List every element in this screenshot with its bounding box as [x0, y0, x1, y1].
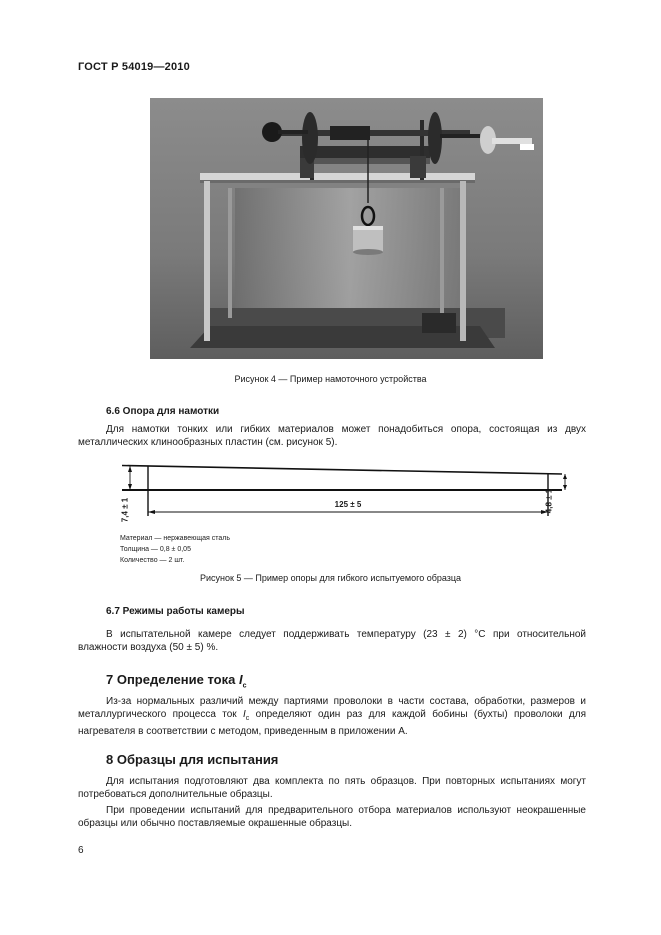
section-6-7-title: 6.7 Режимы работы камеры: [106, 606, 245, 617]
section-7-para-text-2: определяют один раз для каждой бобины (бухты) проволоки для нагревателя в соответствии с методом, приведенным в приложении А.: [78, 709, 587, 737]
current-symbol: I: [238, 672, 243, 687]
material-note: Материал — нержавеющая сталь: [120, 535, 230, 542]
support-plate-drawing: [112, 460, 580, 526]
section-8-paragraph-2: При проведении испытаний для предварительного отбора материалов используют неокрашенные образцы или обычно поставляемые окрашенные образцы.: [78, 805, 586, 829]
section-6-7-paragraph: В испытательной камере следует поддерживать температуру (23 ± 2) °С при относительной влажности воздуха (50 ± 5) %.: [78, 629, 586, 653]
dim-left-label-wrap: [115, 497, 135, 523]
dimension-length: 125 ± 5: [334, 500, 362, 509]
page-number: 6: [78, 845, 84, 856]
section-6-6-paragraph: Для намотки тонких или гибких материалов может понадобиться опора, состоящая из двух металлических клинообразных пластин (см. рисунок 5).: [78, 424, 586, 448]
quantity-note: Количество — 2 шт.: [120, 557, 185, 564]
section-8-title: 8 Образцы для испытания: [106, 752, 279, 767]
section-8-paragraph-1: Для испытания подготовляют два комплекта по пять образцов. При повторных испытаниях могут потребоваться дополнительные образцы.: [78, 776, 586, 800]
figure-5-caption: Рисунок 5 — Пример опоры для гибкого испытуемого образца: [199, 573, 462, 583]
section-7-paragraph: [78, 695, 586, 738]
document-header: ГОСТ Р 54019—2010: [78, 61, 190, 73]
current-subscript-inline: c: [245, 715, 250, 722]
current-subscript: c: [242, 682, 247, 690]
dimension-left-height: 7,4 ± 1: [120, 497, 130, 523]
dimension-right-height: 4,8 ± 1: [544, 488, 554, 514]
current-symbol-inline: I: [243, 709, 246, 720]
figure-4-caption: Рисунок 4 — Пример намоточного устройства: [234, 374, 427, 384]
section-6-6-title: 6.6 Опора для намотки: [106, 406, 220, 417]
section-7-title-text: 7 Определение тока: [106, 672, 239, 687]
section-7-title: [106, 672, 246, 690]
thickness-note: Толщина — 0,8 ± 0,05: [120, 546, 191, 553]
section-7-para-text-1: Из-за нормальных различий между партиями проволоки в части состава, обработки, размеров и металлургического процесса ток: [78, 696, 586, 720]
winding-device-photo: [150, 98, 543, 359]
